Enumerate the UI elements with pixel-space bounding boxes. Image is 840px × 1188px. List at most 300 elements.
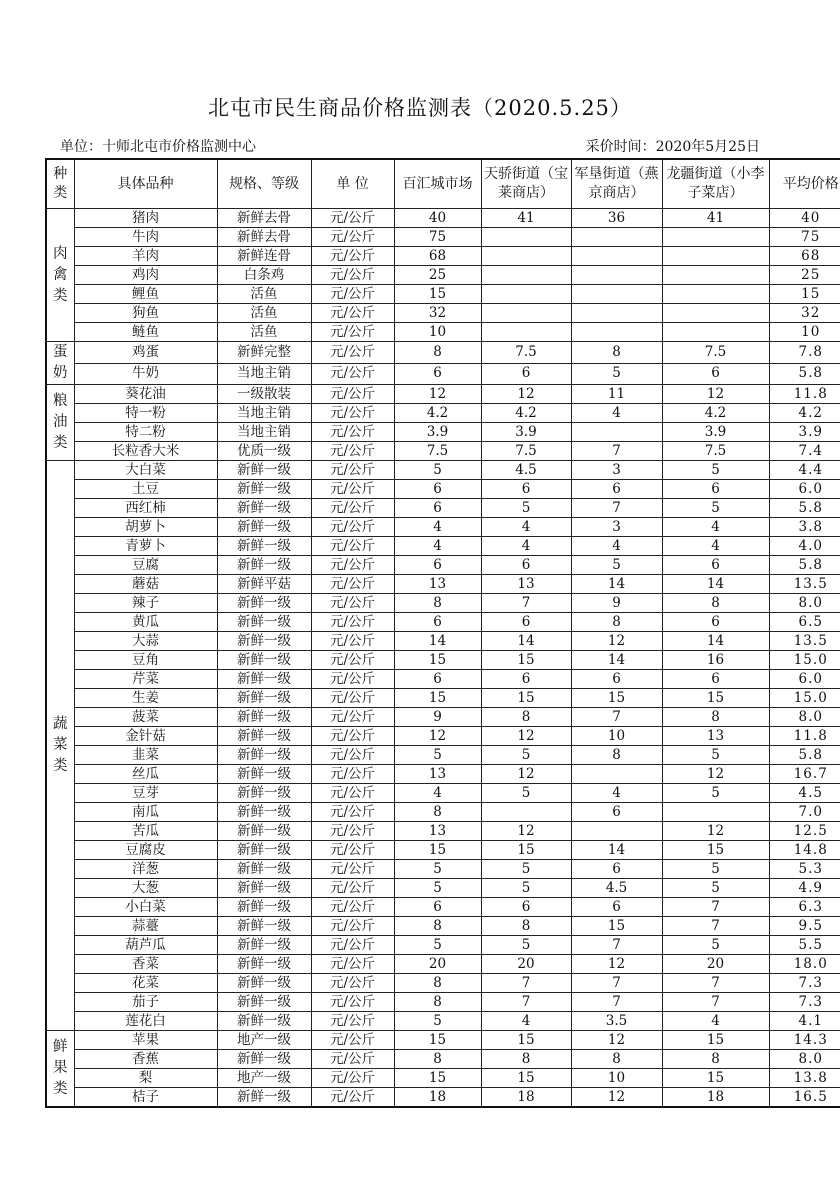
price-junken-cell: 7 [571, 442, 662, 461]
category-cell [46, 209, 74, 342]
item-name-cell: 蘑菇 [74, 575, 217, 594]
unit-cell: 元/公斤 [311, 1088, 394, 1108]
price-longjiang-cell: 5 [662, 879, 769, 898]
price-baihui-cell: 3.9 [394, 423, 481, 442]
price-baihui-cell: 12 [394, 727, 481, 746]
price-tianjiao-cell: 15 [481, 1069, 571, 1088]
table-row [46, 632, 840, 651]
price-junken-cell: 3.5 [571, 1012, 662, 1031]
price-longjiang-cell: 7 [662, 917, 769, 936]
price-longjiang-cell: 41 [662, 209, 769, 228]
header-category: 种类 [46, 159, 74, 209]
table-row [46, 803, 840, 822]
price-junken-cell: 7 [571, 936, 662, 955]
price-tianjiao-cell: 5 [481, 860, 571, 879]
price-average-cell: 11.8 [769, 727, 840, 746]
price-baihui-cell: 75 [394, 228, 481, 247]
price-average-cell: 13.5 [769, 575, 840, 594]
price-longjiang-cell: 6 [662, 556, 769, 575]
price-longjiang-cell: 4 [662, 1012, 769, 1031]
item-name-cell: 鸡蛋 [74, 342, 217, 364]
unit-cell: 元/公斤 [311, 537, 394, 556]
table-row [46, 708, 840, 727]
price-longjiang-cell: 5 [662, 461, 769, 480]
table-row [46, 1050, 840, 1069]
price-tianjiao-cell: 4.2 [481, 404, 571, 423]
price-average-cell: 5.8 [769, 556, 840, 575]
price-baihui-cell: 6 [394, 898, 481, 917]
table-row [46, 594, 840, 613]
price-baihui-cell: 6 [394, 480, 481, 499]
price-junken-cell [571, 285, 662, 304]
unit-cell: 元/公斤 [311, 632, 394, 651]
price-tianjiao-cell: 12 [481, 727, 571, 746]
price-longjiang-cell: 5 [662, 936, 769, 955]
header-unit: 单 位 [311, 159, 394, 209]
price-average-cell: 15 [769, 285, 840, 304]
price-tianjiao-cell: 4 [481, 518, 571, 537]
price-baihui-cell: 68 [394, 247, 481, 266]
header-row [46, 159, 840, 209]
unit-cell: 元/公斤 [311, 993, 394, 1012]
price-longjiang-cell: 8 [662, 708, 769, 727]
price-average-cell: 25 [769, 266, 840, 285]
price-longjiang-cell [662, 323, 769, 342]
price-tianjiao-cell: 18 [481, 1088, 571, 1108]
item-name-cell: 鲢鱼 [74, 323, 217, 342]
unit-cell: 元/公斤 [311, 841, 394, 860]
item-name-cell: 牛奶 [74, 363, 217, 385]
item-name-cell: 蒜薹 [74, 917, 217, 936]
price-tianjiao-cell [481, 266, 571, 285]
price-average-cell: 9.5 [769, 917, 840, 936]
spec-cell: 新鲜一级 [217, 1088, 311, 1108]
spec-cell: 新鲜一级 [217, 1012, 311, 1031]
spec-cell: 新鲜一级 [217, 651, 311, 670]
price-baihui-cell: 5 [394, 936, 481, 955]
price-tianjiao-cell: 15 [481, 841, 571, 860]
price-average-cell: 5.8 [769, 363, 840, 385]
spec-cell: 新鲜去骨 [217, 209, 311, 228]
price-junken-cell [571, 822, 662, 841]
item-name-cell: 长粒香大米 [74, 442, 217, 461]
unit-cell: 元/公斤 [311, 765, 394, 784]
price-average-cell: 5.8 [769, 499, 840, 518]
price-junken-cell: 6 [571, 670, 662, 689]
spec-cell: 新鲜一级 [217, 955, 311, 974]
price-junken-cell: 12 [571, 632, 662, 651]
price-longjiang-cell: 15 [662, 689, 769, 708]
spec-cell: 新鲜平菇 [217, 575, 311, 594]
item-name-cell: 小白菜 [74, 898, 217, 917]
table-row [46, 556, 840, 575]
price-longjiang-cell: 12 [662, 822, 769, 841]
price-tianjiao-cell: 12 [481, 765, 571, 784]
table-row [46, 1088, 840, 1108]
unit-cell: 元/公斤 [311, 342, 394, 364]
price-tianjiao-cell: 20 [481, 955, 571, 974]
unit-cell: 元/公斤 [311, 898, 394, 917]
spec-cell: 新鲜一级 [217, 480, 311, 499]
price-baihui-cell: 6 [394, 556, 481, 575]
price-baihui-cell: 7.5 [394, 442, 481, 461]
price-average-cell: 5.5 [769, 936, 840, 955]
price-baihui-cell: 9 [394, 708, 481, 727]
spec-cell: 新鲜一级 [217, 670, 311, 689]
price-tianjiao-cell [481, 323, 571, 342]
unit-cell: 元/公斤 [311, 480, 394, 499]
header-spec: 规格、等级 [217, 159, 311, 209]
category-cell [46, 461, 74, 1031]
table-row [46, 879, 840, 898]
unit-cell: 元/公斤 [311, 228, 394, 247]
header-market-junken: 军垦街道（燕京商店） [571, 159, 662, 209]
price-junken-cell: 3 [571, 461, 662, 480]
spec-cell: 新鲜一级 [217, 556, 311, 575]
price-longjiang-cell: 7.5 [662, 442, 769, 461]
price-baihui-cell: 6 [394, 613, 481, 632]
price-longjiang-cell: 12 [662, 385, 769, 404]
header-average: 平均价格 [769, 159, 840, 209]
price-junken-cell [571, 423, 662, 442]
price-tianjiao-cell: 5 [481, 879, 571, 898]
spec-cell: 新鲜一级 [217, 518, 311, 537]
price-longjiang-cell [662, 803, 769, 822]
price-longjiang-cell: 4 [662, 518, 769, 537]
price-average-cell: 7.3 [769, 974, 840, 993]
price-average-cell: 4.1 [769, 1012, 840, 1031]
price-junken-cell: 7 [571, 993, 662, 1012]
category-label: 蛋奶 [53, 344, 68, 381]
price-tianjiao-cell [481, 247, 571, 266]
price-tianjiao-cell: 13 [481, 575, 571, 594]
price-tianjiao-cell: 6 [481, 480, 571, 499]
price-average-cell: 8.0 [769, 594, 840, 613]
item-name-cell: 生姜 [74, 689, 217, 708]
table-row [46, 670, 840, 689]
price-baihui-cell: 13 [394, 765, 481, 784]
item-name-cell: 豆腐 [74, 556, 217, 575]
price-tianjiao-cell: 7 [481, 594, 571, 613]
price-average-cell: 12.5 [769, 822, 840, 841]
spec-cell: 新鲜一级 [217, 936, 311, 955]
price-longjiang-cell: 5 [662, 746, 769, 765]
spec-cell: 新鲜去骨 [217, 228, 311, 247]
spec-cell: 新鲜一级 [217, 632, 311, 651]
price-longjiang-cell: 6 [662, 363, 769, 385]
price-junken-cell [571, 247, 662, 266]
price-baihui-cell: 13 [394, 822, 481, 841]
price-baihui-cell: 5 [394, 461, 481, 480]
price-longjiang-cell [662, 228, 769, 247]
unit-cell: 元/公斤 [311, 879, 394, 898]
unit-cell: 元/公斤 [311, 285, 394, 304]
category-cell [46, 385, 74, 461]
table-row [46, 385, 840, 404]
unit-cell: 元/公斤 [311, 385, 394, 404]
price-tianjiao-cell: 8 [481, 1050, 571, 1069]
price-longjiang-cell: 7.5 [662, 342, 769, 364]
price-longjiang-cell: 5 [662, 784, 769, 803]
price-tianjiao-cell: 15 [481, 689, 571, 708]
price-longjiang-cell: 13 [662, 727, 769, 746]
price-average-cell: 15.0 [769, 689, 840, 708]
table-row [46, 974, 840, 993]
price-junken-cell [571, 228, 662, 247]
item-name-cell: 梨 [74, 1069, 217, 1088]
table-row [46, 518, 840, 537]
unit-cell: 元/公斤 [311, 266, 394, 285]
price-baihui-cell: 5 [394, 746, 481, 765]
price-baihui-cell: 8 [394, 594, 481, 613]
spec-cell: 新鲜一级 [217, 974, 311, 993]
item-name-cell: 特一粉 [74, 404, 217, 423]
unit-cell: 元/公斤 [311, 518, 394, 537]
table-row [46, 423, 840, 442]
price-baihui-cell: 4 [394, 784, 481, 803]
price-tianjiao-cell: 5 [481, 784, 571, 803]
price-longjiang-cell [662, 266, 769, 285]
price-junken-cell [571, 765, 662, 784]
price-longjiang-cell: 16 [662, 651, 769, 670]
price-average-cell: 16.5 [769, 1088, 840, 1108]
spec-cell: 新鲜一级 [217, 461, 311, 480]
table-row [46, 765, 840, 784]
price-tianjiao-cell: 7.5 [481, 342, 571, 364]
price-longjiang-cell: 6 [662, 670, 769, 689]
item-name-cell: 大白菜 [74, 461, 217, 480]
unit-cell: 元/公斤 [311, 423, 394, 442]
item-name-cell: 洋葱 [74, 860, 217, 879]
price-average-cell: 15.0 [769, 651, 840, 670]
price-average-cell: 6.0 [769, 480, 840, 499]
category-label: 蔬菜类 [53, 716, 68, 774]
price-baihui-cell: 4 [394, 518, 481, 537]
unit-cell: 元/公斤 [311, 974, 394, 993]
item-name-cell: 葵花油 [74, 385, 217, 404]
price-junken-cell [571, 266, 662, 285]
unit-cell: 元/公斤 [311, 613, 394, 632]
price-average-cell: 3.9 [769, 423, 840, 442]
price-average-cell: 40 [769, 209, 840, 228]
price-junken-cell: 6 [571, 898, 662, 917]
unit-cell: 元/公斤 [311, 917, 394, 936]
table-row [46, 651, 840, 670]
price-longjiang-cell: 6 [662, 613, 769, 632]
price-tianjiao-cell [481, 304, 571, 323]
header-market-tianjiao: 天骄街道（宝莱商店） [481, 159, 571, 209]
item-name-cell: 鲤鱼 [74, 285, 217, 304]
table-row [46, 575, 840, 594]
price-average-cell: 7.4 [769, 442, 840, 461]
unit-cell: 元/公斤 [311, 363, 394, 385]
header-market-longjiang: 龙疆街道（小李子菜店） [662, 159, 769, 209]
spec-cell: 新鲜一级 [217, 803, 311, 822]
price-tianjiao-cell: 4.5 [481, 461, 571, 480]
price-average-cell: 5.8 [769, 746, 840, 765]
unit-cell: 元/公斤 [311, 651, 394, 670]
spec-cell: 当地主销 [217, 423, 311, 442]
table-row [46, 860, 840, 879]
price-junken-cell: 4 [571, 784, 662, 803]
unit-cell: 元/公斤 [311, 746, 394, 765]
price-junken-cell: 6 [571, 860, 662, 879]
price-baihui-cell: 8 [394, 1050, 481, 1069]
price-tianjiao-cell: 6 [481, 556, 571, 575]
item-name-cell: 丝瓜 [74, 765, 217, 784]
price-junken-cell [571, 323, 662, 342]
table-row [46, 917, 840, 936]
item-name-cell: 葫芦瓜 [74, 936, 217, 955]
price-average-cell: 3.8 [769, 518, 840, 537]
price-longjiang-cell: 7 [662, 993, 769, 1012]
price-baihui-cell: 12 [394, 385, 481, 404]
price-baihui-cell: 15 [394, 689, 481, 708]
item-name-cell: 茄子 [74, 993, 217, 1012]
spec-cell: 新鲜一级 [217, 708, 311, 727]
item-name-cell: 香蕉 [74, 1050, 217, 1069]
category-label: 肉禽类 [53, 245, 68, 304]
price-junken-cell: 3 [571, 518, 662, 537]
price-baihui-cell: 6 [394, 670, 481, 689]
spec-cell: 新鲜一级 [217, 784, 311, 803]
item-name-cell: 青萝卜 [74, 537, 217, 556]
category-label: 鲜果类 [53, 1039, 68, 1097]
spec-cell: 新鲜一级 [217, 594, 311, 613]
price-longjiang-cell: 12 [662, 765, 769, 784]
price-baihui-cell: 18 [394, 1088, 481, 1108]
price-tianjiao-cell: 14 [481, 632, 571, 651]
price-baihui-cell: 4.2 [394, 404, 481, 423]
item-name-cell: 羊肉 [74, 247, 217, 266]
unit-cell: 元/公斤 [311, 404, 394, 423]
price-junken-cell: 9 [571, 594, 662, 613]
price-junken-cell: 36 [571, 209, 662, 228]
price-longjiang-cell: 8 [662, 594, 769, 613]
price-average-cell: 4.4 [769, 461, 840, 480]
unit-cell: 元/公斤 [311, 1031, 394, 1050]
price-junken-cell: 8 [571, 746, 662, 765]
table-row [46, 955, 840, 974]
price-tianjiao-cell: 7 [481, 974, 571, 993]
item-name-cell: 南瓜 [74, 803, 217, 822]
table-row [46, 228, 840, 247]
price-average-cell: 16.7 [769, 765, 840, 784]
unit-cell: 元/公斤 [311, 860, 394, 879]
unit-cell: 元/公斤 [311, 1050, 394, 1069]
price-average-cell: 8.0 [769, 1050, 840, 1069]
spec-cell: 活鱼 [217, 304, 311, 323]
price-baihui-cell: 8 [394, 993, 481, 1012]
spec-cell: 新鲜一级 [217, 613, 311, 632]
price-tianjiao-cell: 5 [481, 499, 571, 518]
price-average-cell: 8.0 [769, 708, 840, 727]
table-row [46, 404, 840, 423]
price-average-cell: 4.2 [769, 404, 840, 423]
price-junken-cell: 8 [571, 613, 662, 632]
spec-cell: 优质一级 [217, 442, 311, 461]
table-row [46, 841, 840, 860]
price-baihui-cell: 15 [394, 285, 481, 304]
spec-cell: 新鲜一级 [217, 879, 311, 898]
price-junken-cell: 12 [571, 1031, 662, 1050]
item-name-cell: 花菜 [74, 974, 217, 993]
category-label: 粮油类 [53, 393, 68, 451]
table-row [46, 209, 840, 228]
spec-cell: 新鲜一级 [217, 1050, 311, 1069]
price-average-cell: 10 [769, 323, 840, 342]
price-tianjiao-cell: 15 [481, 651, 571, 670]
price-average-cell: 14.8 [769, 841, 840, 860]
price-tianjiao-cell [481, 803, 571, 822]
spec-cell: 新鲜连骨 [217, 247, 311, 266]
spec-cell: 新鲜一级 [217, 860, 311, 879]
price-longjiang-cell: 5 [662, 860, 769, 879]
item-name-cell: 苦瓜 [74, 822, 217, 841]
price-average-cell: 5.3 [769, 860, 840, 879]
price-junken-cell: 8 [571, 1050, 662, 1069]
price-junken-cell: 15 [571, 917, 662, 936]
price-longjiang-cell: 6 [662, 480, 769, 499]
table-row [46, 746, 840, 765]
table-row [46, 727, 840, 746]
table-row [46, 1069, 840, 1088]
price-baihui-cell: 25 [394, 266, 481, 285]
price-junken-cell: 10 [571, 1069, 662, 1088]
table-row [46, 1031, 840, 1050]
price-average-cell: 4.5 [769, 784, 840, 803]
price-junken-cell: 14 [571, 841, 662, 860]
table-row [46, 537, 840, 556]
price-junken-cell: 10 [571, 727, 662, 746]
table-row [46, 442, 840, 461]
unit-cell: 元/公斤 [311, 1069, 394, 1088]
header-item: 具体品种 [74, 159, 217, 209]
price-tianjiao-cell: 5 [481, 746, 571, 765]
item-name-cell: 苹果 [74, 1031, 217, 1050]
price-tianjiao-cell: 12 [481, 385, 571, 404]
price-tianjiao-cell: 8 [481, 708, 571, 727]
table-row [46, 285, 840, 304]
item-name-cell: 狗鱼 [74, 304, 217, 323]
unit-cell: 元/公斤 [311, 936, 394, 955]
price-junken-cell: 6 [571, 480, 662, 499]
table-row [46, 993, 840, 1012]
unit-cell: 元/公斤 [311, 247, 394, 266]
price-average-cell: 75 [769, 228, 840, 247]
unit-cell: 元/公斤 [311, 689, 394, 708]
table-row [46, 898, 840, 917]
price-longjiang-cell: 4 [662, 537, 769, 556]
price-longjiang-cell: 20 [662, 955, 769, 974]
price-baihui-cell: 40 [394, 209, 481, 228]
price-longjiang-cell: 7 [662, 974, 769, 993]
price-tianjiao-cell: 6 [481, 613, 571, 632]
price-average-cell: 7.3 [769, 993, 840, 1012]
spec-cell: 新鲜完整 [217, 342, 311, 364]
price-longjiang-cell: 14 [662, 632, 769, 651]
price-baihui-cell: 15 [394, 841, 481, 860]
price-baihui-cell: 8 [394, 974, 481, 993]
price-baihui-cell: 6 [394, 363, 481, 385]
price-average-cell: 6.0 [769, 670, 840, 689]
table-row [46, 266, 840, 285]
price-baihui-cell: 15 [394, 1069, 481, 1088]
price-longjiang-cell [662, 285, 769, 304]
price-tianjiao-cell: 12 [481, 822, 571, 841]
price-baihui-cell: 20 [394, 955, 481, 974]
price-average-cell: 4.9 [769, 879, 840, 898]
